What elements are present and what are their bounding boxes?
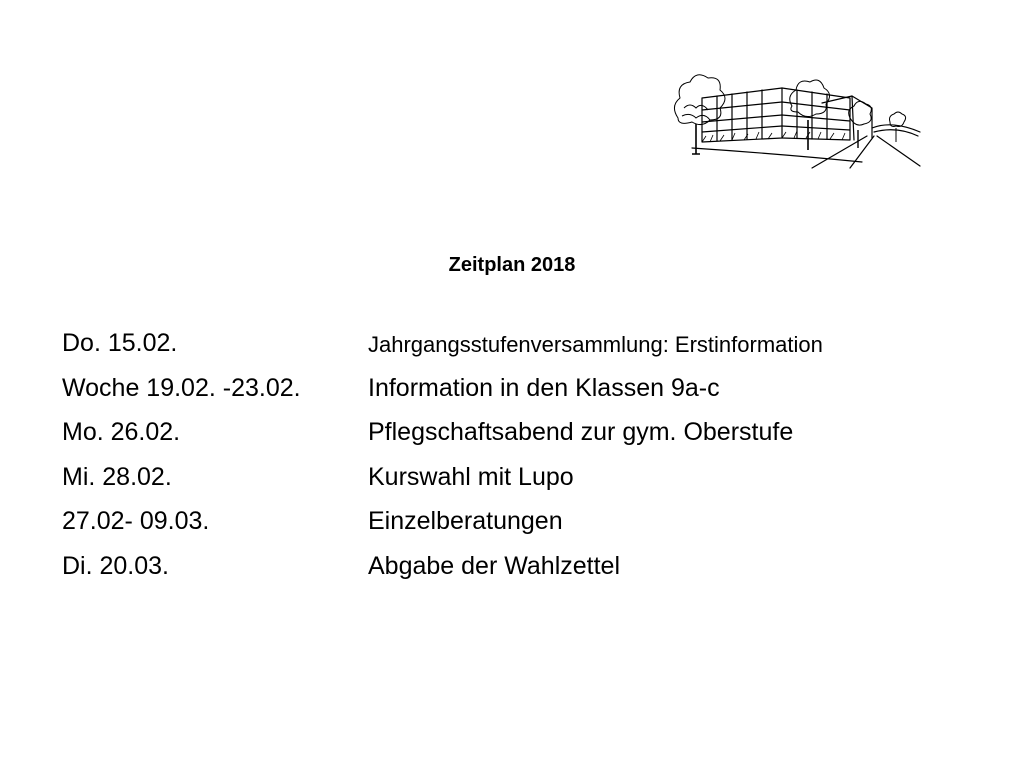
- schedule-event: Einzelberatungen: [368, 507, 563, 535]
- schedule-event: Jahrgangsstufenversammlung: Erstinformation: [368, 332, 823, 357]
- page-title: Zeitplan 2018: [448, 254, 576, 276]
- schedule-date: Mi. 28.02.: [62, 462, 172, 491]
- schedule-date: 27.02- 09.03.: [62, 507, 210, 535]
- schedule-row: [62, 323, 992, 368]
- schedule-event: Pflegschaftsabend zur gym. Oberstufe: [368, 418, 794, 446]
- schedule-row: [62, 412, 992, 457]
- schedule-event: Kurswahl mit Lupo: [368, 462, 574, 491]
- school-logo: [662, 58, 924, 170]
- schedule-date: Woche 19.02. -23.02.: [62, 373, 301, 402]
- schedule-date: Di. 20.03.: [62, 551, 170, 580]
- schedule-row: [62, 546, 992, 591]
- schedule-row: [62, 501, 992, 546]
- schedule-row: [62, 457, 992, 502]
- schedule-list: [62, 323, 992, 590]
- schedule-event: Abgabe der Wahlzettel: [368, 551, 621, 580]
- school-building-drawing-icon: [662, 58, 924, 170]
- schedule-event: Information in den Klassen 9a-c: [368, 373, 720, 402]
- schedule-date: Mo. 26.02.: [62, 418, 181, 446]
- schedule-date: Do. 15.02.: [62, 329, 178, 357]
- schedule-row: [62, 368, 992, 413]
